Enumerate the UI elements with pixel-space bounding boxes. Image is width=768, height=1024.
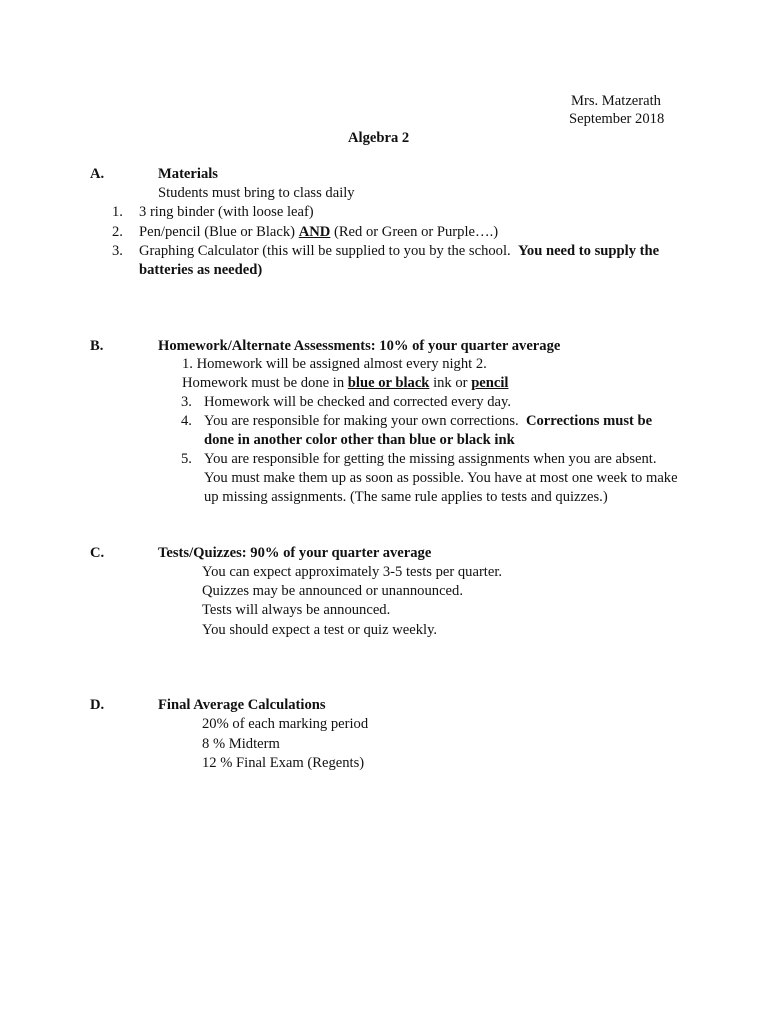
list-item-text: You are responsible for making your own corrections. Corrections must be [204,413,653,429]
tests-line: Quizzes may be announced or unannounced. [202,583,463,599]
tests-line: You should expect a test or quiz weekly. [202,622,438,638]
list-item-text-continued: up missing assignments. (The same rule applies to tests and quizzes.) [204,489,608,505]
section-a-heading: Materials [158,166,218,182]
homework-line-2: Homework must be done in blue or black ink or pencil [182,375,509,391]
list-item-text-continued: done in another color other than blue or black ink [204,432,515,448]
list-item-text: Pen/pencil (Blue or Black) AND (Red or Green or Purple….) [139,224,499,240]
section-c-heading: Tests/Quizzes: 90% of your quarter average [158,545,432,561]
section-d-letter: D. [90,697,105,713]
emphasis-and: AND [298,224,331,240]
list-item-text: You are responsible for getting the missing assignments when you are absent. [204,451,657,467]
tests-line: Tests will always be announced. [202,602,391,618]
section-c-letter: C. [90,545,105,561]
section-b-heading: Homework/Alternate Assessments: 10% of your quarter average [158,338,561,354]
teacher-name: Mrs. Matzerath [571,93,661,109]
list-number: 2. [112,224,123,240]
section-a-intro: Students must bring to class daily [158,185,355,201]
document-title: Algebra 2 [348,130,410,146]
list-item-text: Graphing Calculator (this will be supplied to you by the school. You need to supply the [139,243,660,259]
list-number: 3. [112,243,123,259]
list-number: 4. [181,413,192,429]
section-d-heading: Final Average Calculations [158,697,326,713]
list-item-text: Homework will be checked and corrected every day. [204,394,512,410]
list-item-text: 3 ring binder (with loose leaf) [139,204,314,220]
list-number: 3. [181,394,192,410]
tests-line: You can expect approximately 3-5 tests per quarter. [202,564,503,580]
section-a-letter: A. [90,166,105,182]
homework-line-1: 1. Homework will be assigned almost every night 2. [182,356,487,372]
document-date: September 2018 [569,111,665,127]
grading-line: 8 % Midterm [202,736,280,752]
section-b-letter: B. [90,338,104,354]
list-item-text-continued: You must make them up as soon as possible. You have at most one week to make [204,470,678,486]
grading-line: 20% of each marking period [202,716,369,732]
list-number: 1. [112,204,123,220]
list-number: 5. [181,451,192,467]
grading-line: 12 % Final Exam (Regents) [202,755,365,771]
list-item-text-continued: batteries as needed) [139,262,263,278]
